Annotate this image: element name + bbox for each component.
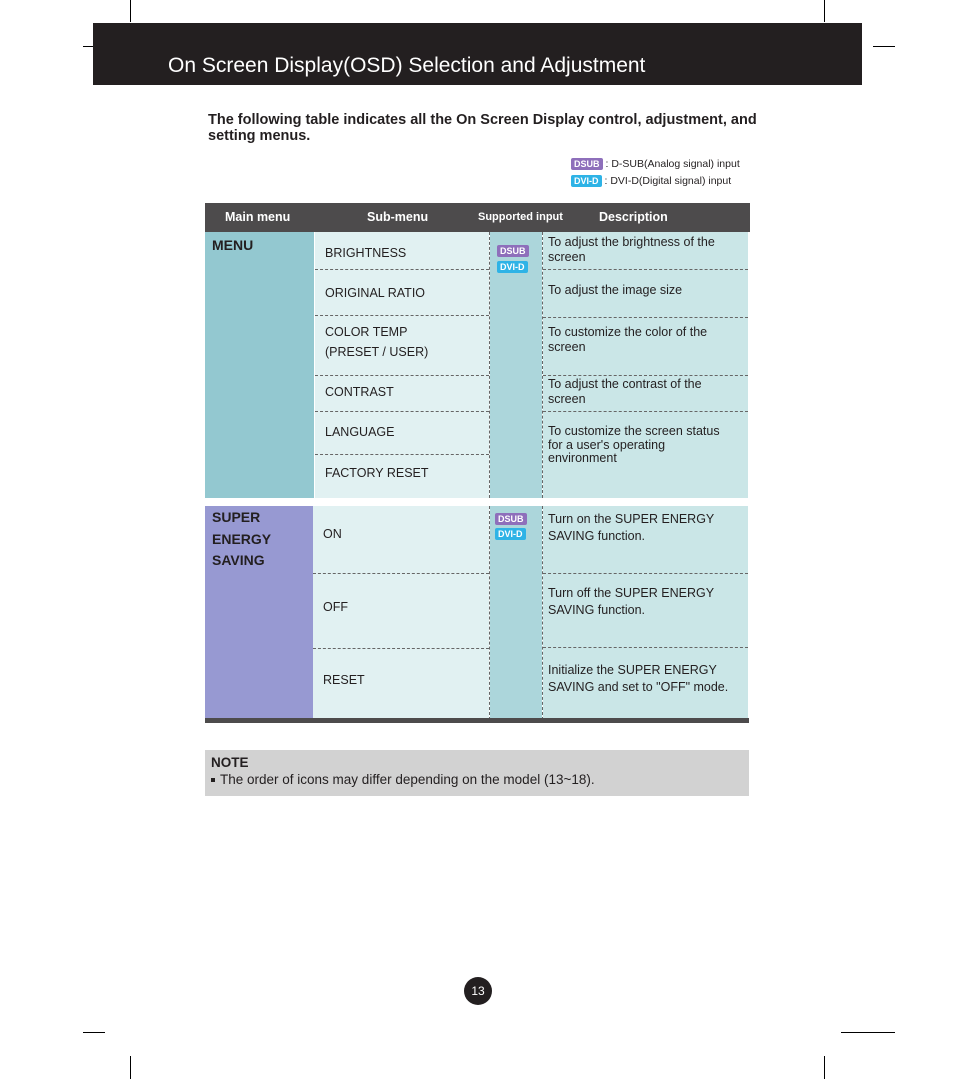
row-divider xyxy=(313,648,489,649)
header-supported-input: Supported input xyxy=(478,211,563,223)
main-menu-label: MENU xyxy=(212,237,254,253)
row-divider xyxy=(315,315,489,316)
row-divider xyxy=(543,411,748,412)
submenu-on: ON xyxy=(323,527,342,541)
crop-mark xyxy=(824,1056,825,1079)
legend-dvid-text: : DVI-D(Digital signal) input xyxy=(604,175,732,188)
crop-mark xyxy=(841,1032,895,1033)
column-divider xyxy=(542,232,543,498)
title-banner xyxy=(93,23,862,85)
dvid-badge: DVI-D xyxy=(497,261,528,273)
submenu-off: OFF xyxy=(323,600,348,614)
row-divider xyxy=(543,269,748,270)
row-divider xyxy=(315,375,489,376)
bullet-icon xyxy=(211,778,215,782)
legend-dvid xyxy=(571,175,731,187)
note-item-text: The order of icons may differ depending on the model (13~18). xyxy=(220,772,595,787)
desc-off: Turn off the SUPER ENERGY SAVING function. xyxy=(548,586,714,617)
header-description: Description xyxy=(599,210,668,224)
row-divider xyxy=(543,573,748,574)
dsub-badge: DSUB xyxy=(497,245,529,257)
super-energy-saving-cell xyxy=(205,506,314,720)
legend-dsub-text: : D-SUB(Analog signal) input xyxy=(605,158,740,171)
note-item xyxy=(211,772,595,787)
note-box xyxy=(205,750,749,796)
dsub-badge: DSUB xyxy=(495,513,527,525)
table-header xyxy=(205,203,750,232)
header-main-menu: Main menu xyxy=(225,210,291,224)
desc-on: Turn on the SUPER ENERGY SAVING function. xyxy=(548,512,715,543)
intro-text: The following table indicates all the On Screen Display control, adjustment, and setting menus. xyxy=(208,112,757,144)
column-divider xyxy=(489,232,490,498)
supported-input-cell xyxy=(490,232,542,498)
page-title: On Screen Display(OSD) Selection and Adjustment xyxy=(168,54,646,77)
desc-contrast: To adjust the contrast of the screen xyxy=(548,377,702,406)
crop-mark xyxy=(824,0,825,22)
row-divider xyxy=(543,375,748,376)
desc-color-temp: To customize the color of the screen xyxy=(548,325,708,354)
legend-dsub xyxy=(571,158,740,170)
crop-mark xyxy=(873,46,895,47)
dvid-badge: DVI-D xyxy=(571,175,602,187)
row-divider xyxy=(543,317,748,318)
submenu-brightness: BRIGHTNESS xyxy=(325,246,407,260)
submenu-column xyxy=(315,232,489,498)
row-divider xyxy=(315,454,489,455)
header-sub-menu: Sub-menu xyxy=(367,210,429,224)
submenu-original-ratio: ORIGINAL RATIO xyxy=(325,286,426,300)
row-divider xyxy=(315,411,489,412)
submenu-factory-reset: FACTORY RESET xyxy=(325,466,429,480)
crop-mark xyxy=(130,0,131,22)
table-bottom-border xyxy=(205,718,749,723)
dsub-badge: DSUB xyxy=(571,158,603,170)
dvid-badge: DVI-D xyxy=(495,528,526,540)
desc-language: To customize the screen status for a user's operating environment xyxy=(548,424,720,465)
submenu-contrast: CONTRAST xyxy=(325,385,394,399)
desc-brightness: To adjust the brightness of the screen xyxy=(548,235,715,264)
super-energy-saving-label: SUPER ENERGY SAVING xyxy=(212,509,272,568)
row-divider xyxy=(543,647,748,648)
page-number: 13 xyxy=(464,977,492,1005)
desc-original-ratio: To adjust the image size xyxy=(548,283,683,297)
column-divider xyxy=(542,506,543,720)
submenu-color-temp: COLOR TEMP (PRESET / USER) xyxy=(325,325,429,359)
submenu-language: LANGUAGE xyxy=(325,425,395,439)
supported-input-cell xyxy=(490,506,542,720)
row-divider xyxy=(315,269,489,270)
note-title: NOTE xyxy=(211,755,249,770)
desc-reset: Initialize the SUPER ENERGY SAVING and set to "OFF" mode. xyxy=(548,663,729,694)
main-menu-cell xyxy=(205,232,314,498)
column-divider xyxy=(489,506,490,720)
crop-mark xyxy=(83,1032,105,1033)
row-divider xyxy=(313,573,489,574)
crop-mark xyxy=(130,1056,131,1079)
submenu-reset: RESET xyxy=(323,673,365,687)
